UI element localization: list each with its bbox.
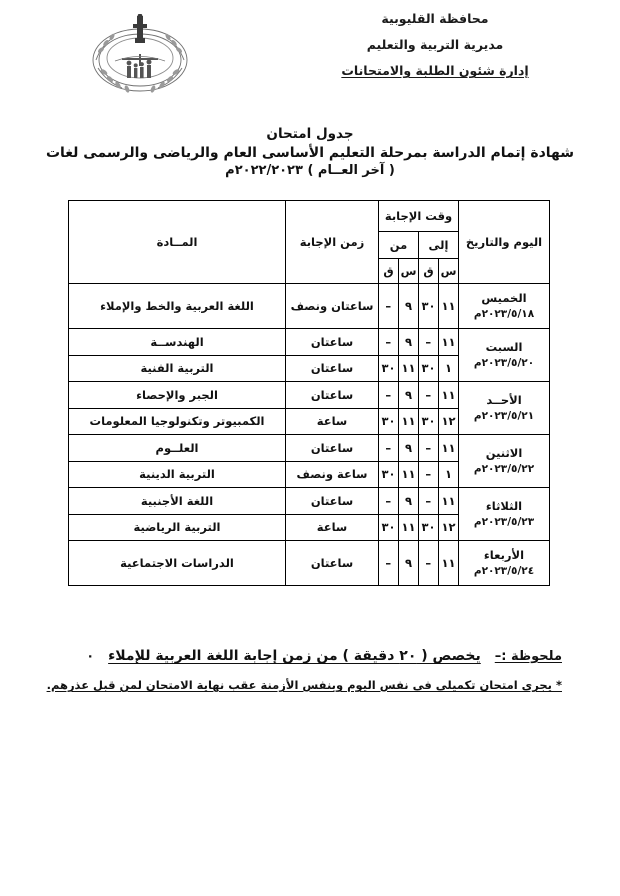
cell-from-hour [399, 488, 419, 541]
value: ٣٠ [419, 514, 438, 541]
cell-duration [286, 382, 379, 435]
value: التربية الفنية [69, 355, 285, 382]
cell-to-hour [439, 329, 459, 382]
value: الهندســة [150, 334, 204, 349]
value: – [425, 440, 432, 455]
value: – [385, 440, 392, 455]
header-time-to: إلى [419, 232, 459, 259]
cell-day-date [459, 435, 550, 488]
header-day-date: اليوم والتاريخ [459, 201, 550, 284]
day-date: ٢٠٢٣/٥/٢٢م [473, 462, 535, 475]
value: ساعة [286, 514, 378, 541]
cell-duration [286, 435, 379, 488]
cell-day-date [459, 329, 550, 382]
day-name: الخميس [481, 290, 527, 305]
cell-day-date [459, 488, 550, 541]
title-line-2: شهادة إتمام الدراسة بمرحلة التعليم الأساسى العام والرياضى والرسمى لغات [45, 144, 575, 161]
value: – [385, 387, 392, 402]
value: ١ [439, 355, 458, 382]
cell-subject [69, 488, 286, 541]
day-name: الأربعاء [483, 547, 525, 562]
value: ١١ [441, 387, 456, 402]
day-date: ٢٠٢٣/٥/٢٣م [473, 515, 535, 528]
cell-to-minute [419, 329, 439, 382]
value: ساعتان [286, 355, 378, 382]
value: ساعة [286, 408, 378, 435]
value: ٣٠ [419, 355, 438, 382]
cell-subject [69, 329, 286, 382]
value: ٣٠ [379, 355, 398, 382]
value: ساعة ونصف [286, 461, 378, 488]
cell-day-date [459, 541, 550, 586]
exam-schedule-table [68, 200, 550, 586]
value: الجبر والإحصاء [136, 387, 218, 402]
cell-to-minute [419, 382, 439, 435]
cell-subject: الدراسات الاجتماعية [69, 541, 286, 586]
header-answer-time: وقت الإجابة [379, 201, 459, 232]
cell-from-hour [399, 435, 419, 488]
value: – [425, 334, 432, 349]
value: ٩ [404, 440, 413, 455]
header-to-hour: س [439, 259, 459, 284]
value: التربية الدينية [69, 461, 285, 488]
header-duration: زمن الإجابة [286, 201, 379, 284]
note-label: ملحوظة :– [494, 649, 562, 664]
cell-to-hour [439, 488, 459, 541]
day-date: ٢٠٢٣/٥/٢٤م [473, 564, 535, 577]
note-primary [62, 648, 562, 664]
cell-from-minute [379, 382, 399, 435]
cell-day-date [459, 382, 550, 435]
value: ٣٠ [379, 461, 398, 488]
value: ١٢ [439, 408, 458, 435]
cell-duration: ساعتان ونصف [286, 284, 379, 329]
cell-subject [69, 382, 286, 435]
value: ٩ [404, 493, 413, 508]
cell-to-hour [439, 435, 459, 488]
day-name: السبت [485, 339, 523, 354]
table-row [69, 284, 550, 329]
value: ١١ [399, 514, 418, 541]
value: ٩ [404, 334, 413, 349]
cell-from-hour: ٩ [399, 541, 419, 586]
title-line-1: جدول امتحان [266, 126, 354, 142]
cell-day-date [459, 284, 550, 329]
cell-to-hour: ١١ [439, 284, 459, 329]
letterhead-directorate: مديرية التربية والتعليم [366, 37, 504, 53]
cell-subject [69, 435, 286, 488]
day-date: ٢٠٢٣/٥/٢٠م [473, 356, 535, 369]
day-name: الأحــد [486, 392, 522, 407]
cell-from-hour [399, 382, 419, 435]
cell-duration: ساعتان [286, 541, 379, 586]
cell-duration [286, 329, 379, 382]
cell-from-hour [399, 329, 419, 382]
letterhead-governorate: محافظة القليوبية [381, 11, 489, 26]
note-trailing-mark: ٠ [86, 649, 95, 664]
value: ١١ [441, 493, 456, 508]
value: ٩ [404, 387, 413, 402]
note-emphasis: يخصص ( ٢٠ دقيقة ) من زمن إجابة اللغة العربية للإملاء [108, 648, 481, 664]
header-time-from: من [379, 232, 419, 259]
value: ١١ [399, 461, 418, 488]
cell-from-minute: – [379, 284, 399, 329]
cell-from-minute: – [379, 541, 399, 586]
cell-from-hour: ٩ [399, 284, 419, 329]
cell-to-minute [419, 488, 439, 541]
day-name: الاثنين [485, 445, 523, 460]
header-row-top [69, 201, 550, 232]
value: اللغة الأجنبية [140, 493, 214, 508]
header-to-minute: ق [419, 259, 439, 284]
day-date: ٢٠٢٣/٥/١٨م [473, 307, 535, 320]
header-from-minute: ق [379, 259, 399, 284]
letterhead [310, 12, 560, 90]
table-row [69, 435, 550, 488]
day-date: ٢٠٢٣/٥/٢١م [473, 409, 535, 422]
header-subject: المــادة [69, 201, 286, 284]
qalyubia-education-emblem-icon [82, 14, 198, 96]
header-from-hour: س [399, 259, 419, 284]
value: – [385, 493, 392, 508]
value: ساعتان [310, 440, 354, 455]
notes-section [46, 648, 562, 692]
value: ١ [439, 461, 458, 488]
table-row [69, 541, 550, 586]
value: – [385, 334, 392, 349]
exam-schedule-table-wrapper [68, 200, 550, 586]
cell-subject: اللغة العربية والخط والإملاء [69, 284, 286, 329]
cell-to-minute: ٣٠ [419, 284, 439, 329]
letterhead-department: إدارة شئون الطلبة والامتحانات [341, 63, 529, 79]
value: ١١ [441, 440, 456, 455]
value: العلــوم [155, 440, 199, 455]
cell-to-minute: – [419, 541, 439, 586]
table-body [69, 284, 550, 586]
value: الكمبيوتر وتكنولوجيا المعلومات [69, 408, 285, 435]
value: ساعتان [310, 493, 354, 508]
value: ساعتان [310, 387, 354, 402]
value: التربية الرياضية [69, 514, 285, 541]
value: ١١ [399, 408, 418, 435]
value: ٣٠ [379, 408, 398, 435]
value: ٣٠ [379, 514, 398, 541]
table-header [69, 201, 550, 284]
cell-to-hour: ١١ [439, 541, 459, 586]
cell-to-minute [419, 435, 439, 488]
day-name: الثلاثاء [485, 498, 523, 513]
value: – [425, 387, 432, 402]
title-line-3: ( آخر العــام ) ٢٠٢٢/٢٠٢٣م [225, 163, 395, 179]
document-title [0, 126, 620, 180]
value: – [419, 461, 438, 488]
cell-from-minute [379, 435, 399, 488]
table-row [69, 329, 550, 382]
cell-to-hour [439, 382, 459, 435]
cell-from-minute [379, 488, 399, 541]
table-row [69, 488, 550, 541]
value: ٣٠ [419, 408, 438, 435]
value: ساعتان [310, 334, 354, 349]
note-secondary: * يجرى امتحان تكميلى فى نفس اليوم وبنفس الأزمنة عقب نهاية الامتحان لمن قبل عذرهم. [46, 678, 562, 692]
cell-duration [286, 488, 379, 541]
value: – [425, 493, 432, 508]
table-row [69, 382, 550, 435]
cell-from-minute [379, 329, 399, 382]
value: ١٢ [439, 514, 458, 541]
value: ١١ [441, 334, 456, 349]
value: ١١ [399, 355, 418, 382]
